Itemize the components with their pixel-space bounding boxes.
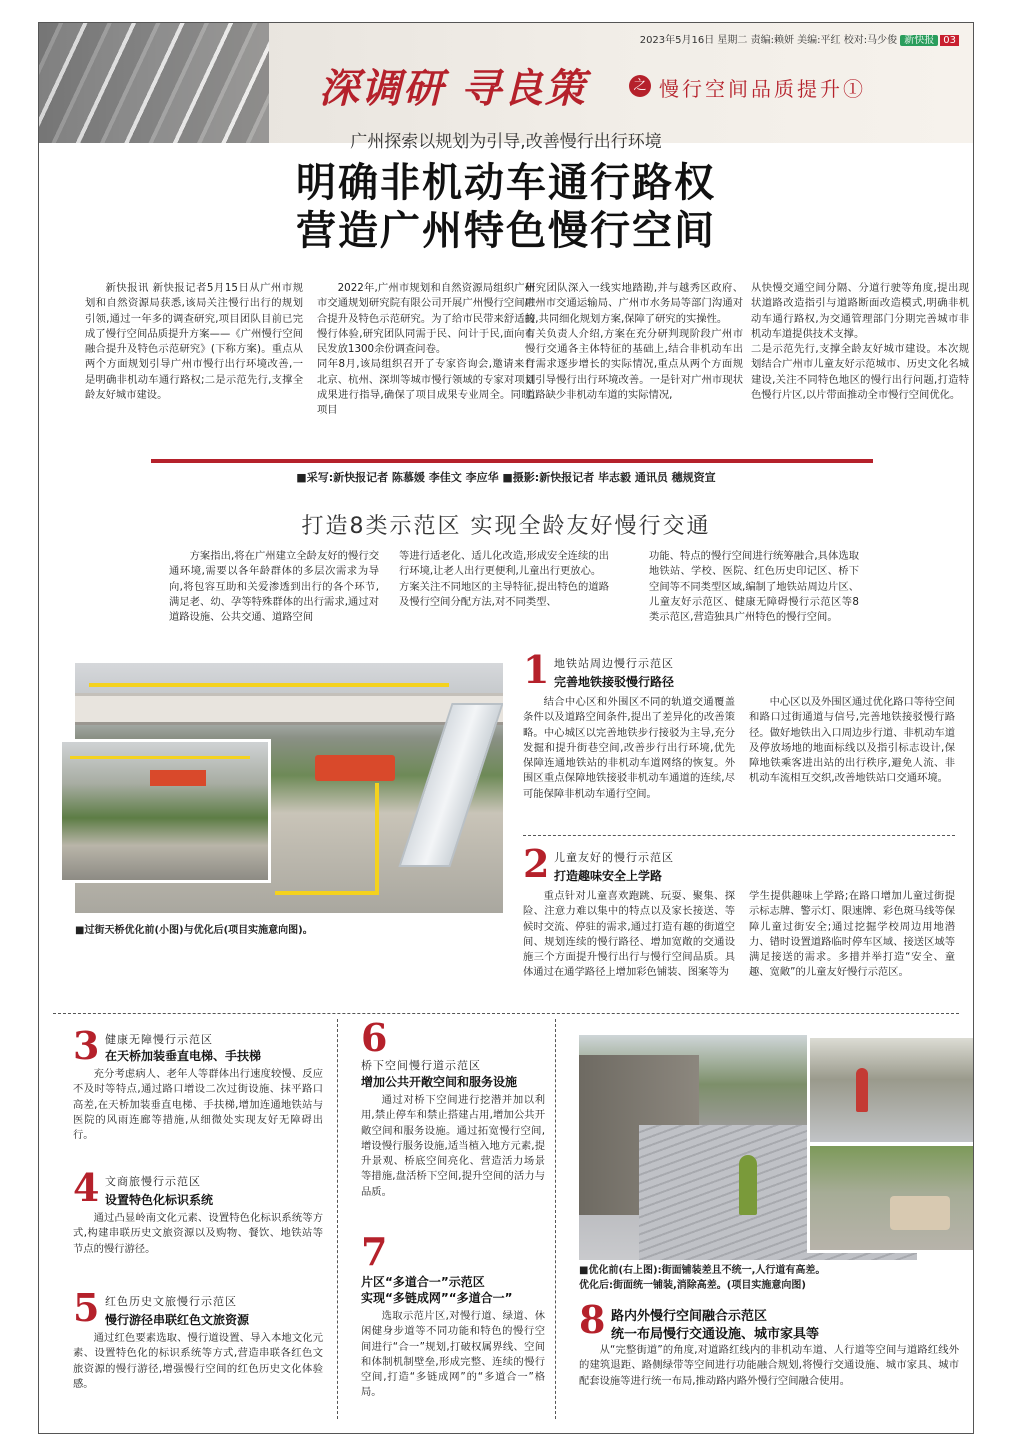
item-number-3 [73,1023,100,1068]
headline-line: 明确非机动车通行路权 [296,160,716,206]
section-column [649,549,859,625]
page-meta [640,31,959,46]
item-subtitle: 慢行游径串联红色文旅资源 [105,1313,250,1327]
bus-shape [315,755,395,781]
skybridge-shape [75,693,503,725]
column-title: 深调研 寻良策 [319,65,587,112]
lead-paragraph: 2022年,广州市规划和自然资源局组织广州市交通规划研究院有限公司开展广州慢行空间融合提升及特色示范研究。为了给市民带来舒适的慢行体验,研究团队同需于民、问计于民,面向市民发放1300余份调查问卷。 同年8月,该局组织召开了专家咨询会,邀请来自北京、杭州、深圳等城市慢行领域的专家对项目成果进行指导,确保了项目成果专业周全。同时,项目 [317,282,535,417]
divider-bar [151,459,873,463]
divider-line [523,835,955,836]
item-number: 8 [579,1297,606,1342]
item-paragraph: 充分考虑病人、老年人等群体出行速度较慢、反应不及时等特点,通过路口增设二次过街设施、抹平路口高差,在天桥加装垂直电梯、手扶梯,增加连通地铁站与医院的风雨连廊等措施,从细微处实现友好无障碍出行。 [73,1068,323,1142]
item-paragraph: 通过凸显岭南文化元素、设置特色化标识系统等方式,构建串联历史文旅资源以及购物、餐饮、地铁站等节点的慢行游径。 [73,1212,323,1255]
route-line [70,756,250,759]
headline [39,159,973,255]
item-number: 6 [361,1015,388,1060]
street-before-photo [807,1035,974,1145]
planter-shape [890,1196,950,1230]
photo-caption: ■过街天桥优化前(小图)与优化后(项目实施意向图)。 [75,925,313,936]
item-subtitle: 增加公共开敞空间和服务设施 [361,1075,518,1089]
escalator-shape [398,703,503,867]
item-paragraph: 重点针对儿童喜欢跑跳、玩耍、聚集、探险、注意力难以集中的特点以及家长接送、等候时交流、停驻的需求,通过打造有趣的街道空间、规划连续的慢行路径、增加宽敞的交通设施三个方面提升慢行出行与慢行空间品质。具体通过在通学路径上增加彩色铺装、图案等为 [523,890,735,979]
photo-caption-line: 优化后:街面统一铺装,消除高差。(项目实施意向图) [579,1280,806,1291]
item-title: 地铁站周边慢行示范区 [554,657,674,670]
item-paragraph: 通过对桥下空间进行挖潜并加以利用,禁止停车和禁止搭建占用,增加公共开敞空间和服务设施。通过拓宽慢行空间,增设慢行服务设施,适当植入地方元素,提升景观、桥底空间亮化、营造活力场景等措施,盘活桥下空间,提升空间的活力与品质。 [361,1094,545,1198]
section-column [399,549,609,610]
item-number: 1 [523,647,550,692]
item-paragraph: 结合中心区和外围区不同的轨道交通覆盖条件以及道路空间条件,提出了差异化的改善策略。中心城区以完善地铁步行接驳为主导,充分发掘和提升街巷空间,改善步行出行环境,优先保障连通地铁站的非机动车道网络的恢复。外围区重点保障地铁接驳非机动车通道的连续,尽可能保障非机动车通行空间。 [523,696,735,800]
route-line [375,783,379,893]
lead-paragraph: 研究团队深入一线实地踏勘,并与越秀区政府、广州市交通运输局、广州市水务局等部门沟通对接,共同细化规划方案,保障了研究的实操性。 有关负责人介绍,方案在充分研判现阶段广州市慢行交通各主体特征的基础上,结合非机动车出行需求逐步增长的实际情况,重点从两个方面规划引导慢行出行环境改善。一是针对广州市现状道路缺少非机动车道的实际情况, [525,282,743,402]
divider-line [337,1019,338,1419]
pedestrian-shape [739,1155,757,1215]
headline-line: 营造广州特色慢行空间 [296,208,716,254]
lead-paragraph: 从快慢交通空间分隔、分道行驶等角度,提出现状道路改造指引与道路断面改造模式,明确非机动车通行路权,为交通管理部门分期完善城市非机动车道提供技术支撑。 二是示范先行,支撑全龄友好城市建设。本次规划结合广州市儿童友好示范城市、历史文化名城建设,关注不同特色地区的慢行出行问题,打造特色慢行片区,以片带面推动全市慢行空间优化。 [751,282,969,402]
item-title: 红色历史文旅慢行示范区 [105,1295,237,1308]
paper-badge: 新快报 [900,35,938,46]
lead-column [85,281,303,403]
photo-caption-line: ■优化前(右上图):街面铺装差且不统一,人行道有高差。 [579,1265,826,1276]
item-number: 5 [73,1285,100,1330]
item-subtitle: 设置特色化标识系统 [105,1193,214,1207]
item-title: 文商旅慢行示范区 [105,1175,201,1188]
lead-column [525,281,743,403]
item-number: 7 [361,1229,388,1274]
item-number-8 [579,1297,606,1342]
item-subtitle: 片区“多道合一”示范区 [361,1275,485,1289]
item-title: 桥下空间慢行道示范区 [361,1059,481,1072]
route-line [275,891,379,895]
column-connector: 之 [629,75,651,97]
item-number-6 [361,1015,388,1060]
item-paragraph: 中心区以及外围区通过优化路口等待空间和路口过街通道与信号,完善地铁接驳慢行路径。做好地铁出入口周边步行道、非机动车道及停放场地的地面标线以及指引标志设计,保障地铁乘客进出站的出行秩序,避免人流、非机动车流相互交织,改善地铁站口交通环境。 [749,696,955,785]
item-number-2 [523,841,550,886]
item-subtitle: 统一布局慢行交通设施、城市家具等 [611,1327,820,1342]
newspaper-page [38,22,974,1434]
divider-line [53,1013,959,1014]
lead-column [317,281,535,419]
item-number: 4 [73,1165,100,1210]
lead-column [751,281,969,403]
item-subtitle: 打造趣味安全上学路 [554,869,663,883]
item-title: 儿童友好的慢行示范区 [554,851,674,864]
section-paragraph: 方案指出,将在广州建立全龄友好的慢行交通环境,需要以各年龄群体的多层次需求为导向,将包容互助和关爱渗透到出行的各个环节,满足老、幼、孕等特殊群体的出行需求,通过对道路设施、公共交通、道路空间 [169,550,379,624]
section-column [169,549,379,625]
section-paragraph: 等进行适老化、适儿化改造,形成安全连续的出行环境,让老人出行更便利,儿童出行更放心。 方案关注不同地区的主导特征,提出特色的道路及慢行空间分配方法,对不同类型、 [399,550,609,608]
item-number-1 [523,647,550,692]
street-detail-photo [807,1143,974,1253]
editors: 责编:赖妍 美编:平红 校对:马少俊 [750,35,898,46]
byline: ■采写:新快报记者 陈慕媛 李佳文 李应华 ■摄影:新快报记者 毕志毅 通讯员 穗规资宣 [296,471,716,484]
route-line [89,683,449,687]
item-title: 健康无障慢行示范区 [105,1033,213,1046]
item-number: 2 [523,841,550,886]
bus-shape [150,770,206,786]
item-title: 路内外慢行空间融合示范区 [611,1309,768,1324]
item-number-7 [361,1229,388,1274]
item-number-4 [73,1165,100,1210]
item-subtitle: 在天桥加装垂直电梯、手扶梯 [105,1049,262,1063]
item-subtitle: 完善地铁接驳慢行路径 [554,675,675,689]
divider-line [555,1019,556,1419]
item-paragraph: 通过红色要素选取、慢行道设置、导入本地文化元素、设置特色化的标识系统等方式,营造串联各红色文旅资源的慢行游径,增强慢行空间的红色历史文化体验感。 [73,1332,323,1390]
masthead-photo [39,23,269,143]
item-paragraph: 从“完整街道”的角度,对道路红线内的非机动车道、人行道等空间与道路红线外的建筑退距、路侧绿带等空间进行功能融合规划,将慢行交通设施、城市家具、城市配套设施等进行统一布局,推动路内路外慢行空间融合使用。 [579,1344,959,1387]
item-paragraph: 学生提供趣味上学路;在路口增加儿童过街提示标志牌、警示灯、限速牌、彩色斑马线等保障儿童过街安全;通过挖掘学校周边用地潜力、错时设置道路临时停车区域、接送区域等满足接送的需求。多措并举打造“安全、童趣、宽敞”的儿童友好慢行示范区。 [749,890,955,979]
section-title: 打造8类示范区 实现全龄友好慢行交通 [301,514,711,539]
item-subtitle: 实现“多链成网”“多道合一” [361,1291,513,1305]
skybridge-before-photo [59,739,271,883]
page-number: 03 [940,35,959,46]
photo-caption [579,1263,959,1293]
lead-paragraph: 新快报讯 新快报记者5月15日从广州市规划和自然资源局获悉,该局关注慢行出行的规划引领,通过一年多的调查研究,项目团队目前已完成了慢行空间品质提升方案——《广州慢行空间融合提升及特色示范研究》(下称方案)。重点从两个方面规划引导广州市慢行出行环境改善,一是明确非机动车通行路权;二是示范先行,支撑全龄友好城市建设。 [85,282,303,402]
section-paragraph: 功能、特点的慢行空间进行统筹融合,具体选取地铁站、学校、医院、红色历史印记区、桥下空间等不同类型区域,编制了地铁站周边片区、儿童友好示范区、健康无障碍慢行示范区等8类示范区,营造独具广州特色的慢行空间。 [649,550,859,624]
column-subtitle: 慢行空间品质提升① [659,77,866,101]
issue-date: 2023年5月16日 星期二 [639,35,748,46]
item-paragraph: 选取示范片区,对慢行道、绿道、休闲健身步道等不同功能和特色的慢行空间进行“合一”规划,打破权属界线、空间和体制机制壁垒,形成完整、连续的慢行空间,打造“多链成网”的“多道合一”格局。 [361,1310,545,1399]
subheadline: 广州探索以规划为引导,改善慢行出行环境 [350,132,662,152]
pedestrian-shape [856,1068,868,1112]
item-number-5 [73,1285,100,1330]
item-number: 3 [73,1023,100,1068]
